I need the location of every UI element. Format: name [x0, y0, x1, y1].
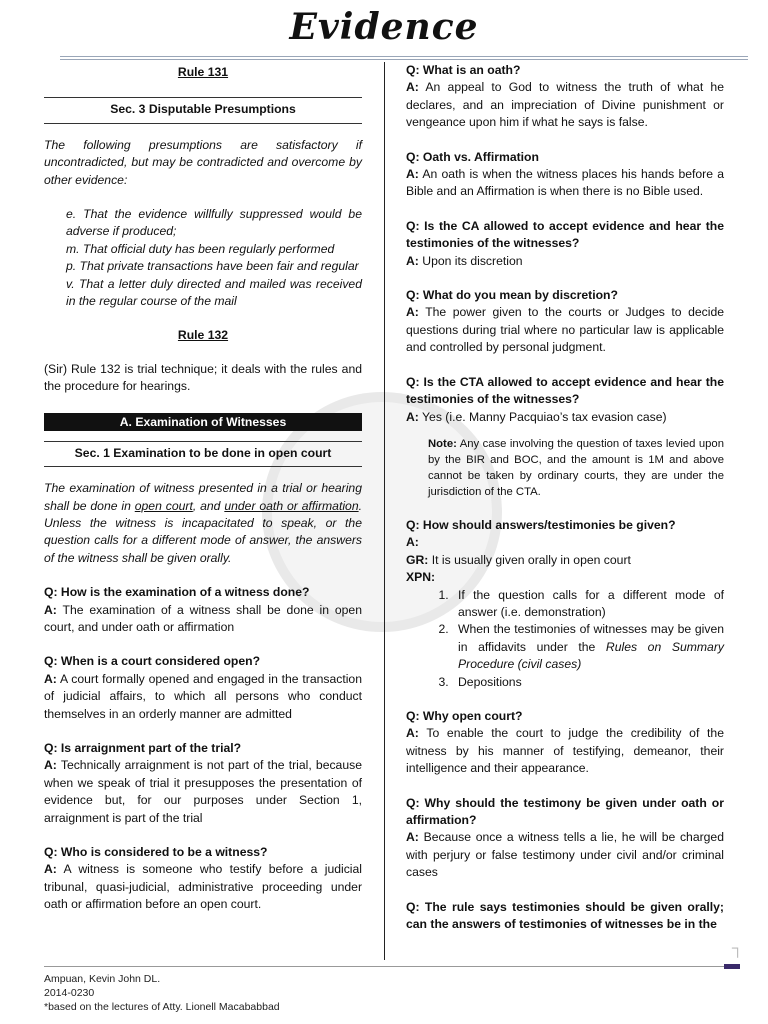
rule131-heading: Rule 131 — [177, 65, 229, 79]
footer — [44, 972, 280, 1014]
answer — [44, 861, 362, 913]
answer-label: A: — [406, 167, 419, 182]
exception-rules: Rules on Summary Procedure (civil cases) — [458, 639, 724, 672]
answer-text: Because once a witness tells a lie, he will be charged with perjury or false testimony under civil and/or criminal cases — [406, 830, 724, 880]
sec1-heading: Sec. 1 Examination to be done in open court — [74, 445, 332, 460]
qa-block — [406, 374, 724, 426]
question: Q: What is an oath? — [406, 63, 521, 77]
note-text: Any case involving the question of taxes levied upon by the BIR and BOC, and the amount is 1M and above cannot be taken by ordinary courts, they are under the jurisdiction of the CTA. — [428, 437, 724, 498]
sec1-paragraph — [44, 480, 362, 567]
exception-item: 3. Depositions — [452, 674, 724, 691]
qa-block — [44, 844, 362, 914]
presumptions-intro: The following presumptions are satisfactory if uncontradicted, but may be contradicted and overcome by other evidence: — [44, 137, 362, 187]
sec1-text-1: The examination of witness presented in a trial or hearing shall be done in — [44, 481, 362, 513]
gr-text: It is usually given orally in open court — [428, 552, 631, 567]
rule132-text: (Sir) Rule 132 is trial technique; it deals with the rules and the procedure for hearings. — [44, 361, 362, 394]
answer — [44, 757, 362, 827]
rule132-heading: Rule 132 — [177, 328, 229, 343]
qa-block — [44, 740, 362, 827]
question: Q: Is the CTA allowed to accept evidence and hear the testimonies of the witnesses? — [406, 374, 724, 407]
question: Q: Why open court? — [406, 708, 523, 723]
answer — [406, 725, 724, 777]
page-title: Evidence — [289, 6, 479, 48]
answer-label: A: — [44, 862, 57, 877]
presumption-p: p. That private transactions have been fair and regular — [66, 259, 359, 274]
presumption-e: e. That the evidence willfully suppressed would be adverse if produced; — [66, 207, 362, 239]
answer-label: A: — [44, 671, 57, 686]
last-question: Q: The rule says testimonies should be given orally; can the answers of testimonies of witnesses be in the — [406, 899, 724, 932]
question: Q: Is arraignment part of the trial? — [44, 740, 242, 755]
column-divider — [384, 62, 385, 960]
note-label: Note: — [428, 437, 457, 450]
answer-text: An appeal to God to witness the truth of what he declares, and an impreciation of Divine punishment or vengeance upon him if what he says is false. — [406, 80, 724, 130]
answer-text: The examination of a witness shall be done in open court, and under oath or affirmation — [44, 602, 362, 634]
qa-block — [406, 62, 724, 132]
page-corner-tab — [724, 964, 740, 969]
answer-label: A: — [406, 253, 419, 268]
qa-block — [406, 218, 724, 270]
footer-author: Ampuan, Kevin John DL. — [44, 973, 161, 985]
footer-id: 2014-0230 — [44, 987, 95, 999]
exception-item — [452, 621, 724, 673]
answer — [406, 79, 724, 131]
qa-block-answers — [406, 517, 724, 691]
answer-text: A witness is someone who testify before a judicial tribunal, quasi-judicial, administrative proceeding under oath or affirmation before an open court. — [44, 862, 362, 912]
qa-block — [406, 708, 724, 778]
qa-block — [44, 584, 362, 636]
question: Q: How is the examination of a witness done? — [44, 585, 310, 600]
answer — [406, 304, 724, 356]
general-rule — [406, 552, 724, 569]
answer-label: A: — [44, 602, 57, 617]
answer — [406, 409, 724, 426]
section-a-bar: A. Examination of Witnesses — [44, 413, 362, 431]
qa-block — [406, 287, 724, 357]
answer — [44, 671, 362, 723]
xpn-label: XPN: — [406, 570, 436, 585]
sec1-under-oath: under oath or affirmation — [224, 498, 359, 513]
qa-block — [44, 653, 362, 723]
answer-text: To enable the court to judge the credibility of the witness by his manner of testifying, demeanor, their intelligence and their appearance. — [406, 726, 724, 776]
answer-text: Upon its discretion — [418, 253, 523, 268]
question: Q: Oath vs. Affirmation — [406, 149, 539, 164]
answer-label: A: — [406, 305, 419, 320]
answer-text: Yes (i.e. Manny Pacquiao’s tax evasion case) — [418, 409, 667, 424]
rule-line — [44, 466, 362, 467]
question: Q: How should answers/testimonies be given? — [406, 517, 676, 532]
exception-item: 1. If the question calls for a different mode of answer (i.e. demonstration) — [452, 587, 724, 622]
exception-text: When the testimonies of witnesses may be given in affidavits under the — [458, 622, 724, 654]
answer-label: A: — [406, 409, 419, 424]
sec1-text-3: . Unless the witness is incapacitated to speak, or the question calls for a different mode of answer, the answers of the witness shall be given orally. — [44, 498, 362, 565]
sec3-heading: Sec. 3 Disputable Presumptions — [110, 102, 296, 117]
rule-line — [44, 123, 362, 124]
question: Q: What do you mean by discretion? — [406, 288, 618, 303]
page-curl-icon: ┐ — [732, 940, 744, 957]
qa-block — [406, 795, 724, 882]
answer-label: A: — [406, 535, 419, 550]
footer-credit: *based on the lectures of Atty. Lionell Macababbad — [44, 1001, 280, 1013]
answer-text: An oath is when the witness places his hands before a Bible and an Affirmation is when there is no Bible used. — [406, 167, 724, 199]
question: Q: Who is considered to be a witness? — [44, 845, 268, 859]
left-column — [44, 62, 362, 914]
presumption-m: m. That official duty has been regularly performed — [66, 241, 335, 256]
answer — [406, 829, 724, 881]
sec1-open-court: open court — [134, 498, 193, 513]
presumptions-list — [44, 206, 362, 310]
answer-text: Technically arraignment is not part of the trial, because when we speak of trial it presupposes the presentation of evidence but, for our purposes under Section 1, arraignment is part of the trial — [44, 758, 362, 825]
answer-label: A: — [44, 758, 57, 773]
title-rule-top — [60, 56, 748, 57]
qa-block — [406, 149, 724, 201]
gr-label: GR: — [406, 552, 429, 567]
right-column — [406, 62, 724, 933]
answer — [406, 166, 724, 201]
exceptions-list — [406, 587, 724, 691]
question: Q: Is the CA allowed to accept evidence and hear the testimonies of the witnesses? — [406, 218, 724, 251]
footer-rule — [44, 966, 724, 967]
answer-label: A: — [406, 726, 419, 741]
title-rule-bottom — [60, 59, 748, 60]
question: Q: When is a court considered open? — [44, 654, 261, 669]
answer — [406, 253, 724, 270]
answer-label: A: — [406, 80, 419, 95]
answer-text: The power given to the courts or Judges to decide questions during trial where no particular law is applicable and controlled by personal judgment. — [406, 305, 724, 355]
answer — [44, 602, 362, 637]
cta-note — [406, 436, 724, 500]
question: Q: Why should the testimony be given under oath or affirmation? — [406, 795, 724, 827]
answer-text: A court formally opened and engaged in the transaction of judicial affairs, to which all persons who conduct themselves in an orderly manner are admitted — [44, 671, 362, 721]
sec1-text-2: , and — [192, 498, 225, 513]
presumption-v: v. That a letter duly directed and mailed was received in the regular course of the mail — [66, 276, 362, 309]
answer-label: A: — [406, 830, 419, 845]
